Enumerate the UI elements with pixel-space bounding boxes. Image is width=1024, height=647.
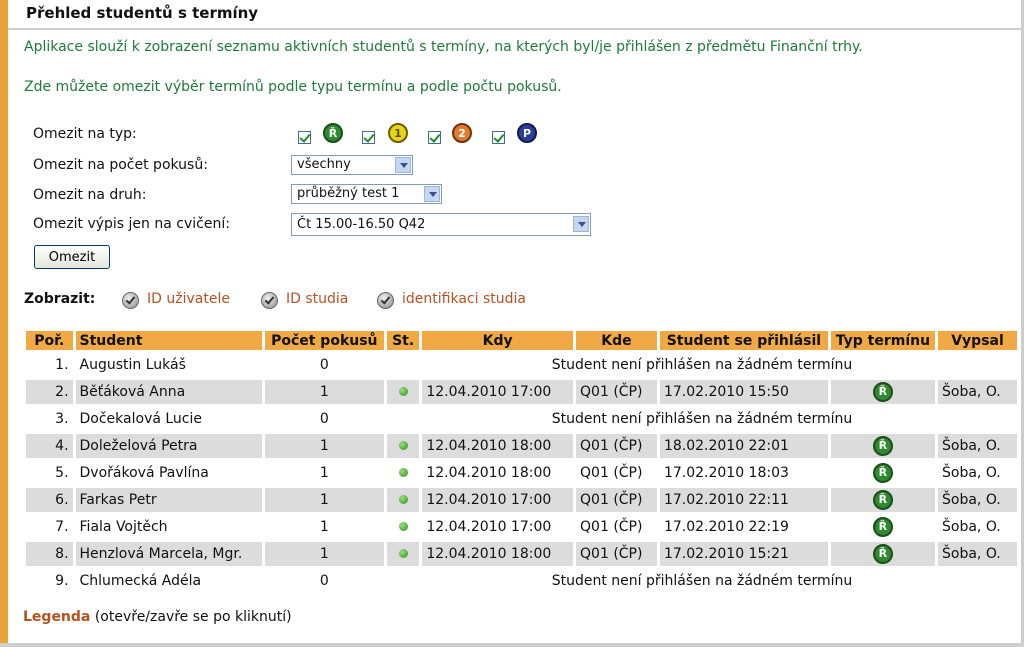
status-dot-icon — [399, 495, 408, 504]
status-cell — [387, 461, 419, 485]
student-name-link[interactable]: Chlumecká Adéla — [76, 569, 262, 593]
type-filter-label: Omezit na typ: — [33, 126, 137, 142]
display-option-user-id[interactable]: ID uživatele — [147, 291, 230, 307]
term-type-r-icon: Ř — [873, 463, 893, 483]
table-row — [26, 434, 1017, 458]
row-order: 7. — [26, 515, 73, 539]
listed-by-link[interactable]: Šoba, O. — [938, 542, 1017, 566]
col-header-listed-by[interactable]: Vypsal — [938, 331, 1017, 350]
status-cell — [387, 380, 419, 404]
signup-date: 17.02.2010 22:11 — [660, 488, 828, 512]
table-row — [26, 515, 1017, 539]
page-title: Přehled studentů s termíny — [26, 4, 259, 22]
attempts-filter-label: Omezit na počet pokusů: — [33, 157, 208, 173]
row-order: 1. — [26, 353, 73, 377]
status-dot-icon — [399, 522, 408, 531]
term-room-link[interactable]: Q01 (ČP) — [576, 434, 657, 458]
listed-by-link[interactable]: Šoba, O. — [938, 515, 1017, 539]
term-date-link[interactable]: 12.04.2010 18:00 — [422, 434, 573, 458]
status-dot-icon — [399, 549, 408, 558]
title-divider — [8, 28, 1024, 30]
kind-select-value: průběžný test 1 — [297, 186, 400, 201]
attempts-select[interactable] — [291, 155, 413, 175]
kind-filter-label: Omezit na druh: — [33, 187, 147, 203]
term-type-r-icon: Ř — [873, 382, 893, 402]
bottom-border — [0, 643, 1024, 647]
type-2-checkbox[interactable] — [428, 131, 441, 144]
term-type-cell — [831, 515, 935, 539]
student-name-link[interactable]: Dočekalová Lucie — [76, 407, 262, 431]
display-option-study-identification[interactable]: identifikaci studia — [402, 291, 526, 307]
term-type-p-icon: P — [517, 123, 537, 143]
status-cell — [387, 488, 419, 512]
intro-text-2: Zde můžete omezit výběr termínů podle typu termínu a podle počtu pokusů. — [24, 79, 562, 95]
row-order: 6. — [26, 488, 73, 512]
status-dot-icon — [399, 468, 408, 477]
term-type-r-icon: Ř — [873, 544, 893, 564]
attempt-count: 0 — [265, 353, 384, 377]
col-header-where[interactable]: Kde — [576, 331, 657, 350]
table-header-row — [26, 331, 1017, 350]
student-name-link[interactable]: Farkas Petr — [76, 488, 262, 512]
chevron-down-icon[interactable] — [424, 186, 440, 202]
attempt-count: 1 — [265, 488, 384, 512]
col-header-signed-up[interactable]: Student se přihlásil — [660, 331, 828, 350]
check-icon[interactable] — [122, 292, 139, 309]
term-type-r-icon: Ř — [873, 490, 893, 510]
table-row — [26, 569, 1017, 593]
student-name-link[interactable]: Augustin Lukáš — [76, 353, 262, 377]
signup-date: 17.02.2010 22:19 — [660, 515, 828, 539]
term-room-link[interactable]: Q01 (ČP) — [576, 515, 657, 539]
seminar-select[interactable] — [291, 213, 591, 236]
row-order: 3. — [26, 407, 73, 431]
left-accent-bar — [0, 0, 8, 647]
term-type-r-icon: Ř — [873, 517, 893, 537]
col-header-status[interactable]: St. — [387, 331, 419, 350]
term-room-link[interactable]: Q01 (ČP) — [576, 488, 657, 512]
attempt-count: 1 — [265, 515, 384, 539]
col-header-term-type[interactable]: Typ termínu — [831, 331, 935, 350]
attempt-count: 1 — [265, 461, 384, 485]
no-term-message: Student není přihlášen na žádném termínu — [387, 569, 1017, 593]
table-row — [26, 407, 1017, 431]
status-dot-icon — [399, 387, 408, 396]
term-type-cell — [831, 461, 935, 485]
intro-text-1: Aplikace slouží k zobrazení seznamu aktivních studentů s termíny, na kterých byl/je přihlášen z předmětu Finanční trhy. — [24, 39, 863, 55]
status-dot-icon — [399, 441, 408, 450]
term-type-cell — [831, 380, 935, 404]
col-header-when[interactable]: Kdy — [422, 331, 573, 350]
row-order: 2. — [26, 380, 73, 404]
term-room-link[interactable]: Q01 (ČP) — [576, 380, 657, 404]
seminar-filter-label: Omezit výpis jen na cvičení: — [33, 216, 230, 232]
legend-toggle-link[interactable]: Legenda — [23, 609, 91, 625]
status-cell — [387, 434, 419, 458]
term-date-link[interactable]: 12.04.2010 17:00 — [422, 515, 573, 539]
signup-date: 17.02.2010 18:03 — [660, 461, 828, 485]
col-header-student[interactable]: Student — [76, 331, 262, 350]
status-cell — [387, 542, 419, 566]
student-name-link[interactable]: Henzlová Marcela, Mgr. — [76, 542, 262, 566]
table-row — [26, 353, 1017, 377]
term-room-link[interactable]: Q01 (ČP) — [576, 461, 657, 485]
term-type-r-icon: Ř — [323, 123, 343, 143]
attempt-count: 0 — [265, 407, 384, 431]
listed-by-link[interactable]: Šoba, O. — [938, 434, 1017, 458]
table-row — [26, 461, 1017, 485]
col-header-attempts[interactable]: Počet pokusů — [265, 331, 384, 350]
table-row — [26, 488, 1017, 512]
listed-by-link[interactable]: Šoba, O. — [938, 380, 1017, 404]
listed-by-link[interactable]: Šoba, O. — [938, 488, 1017, 512]
signup-date: 18.02.2010 22:01 — [660, 434, 828, 458]
attempt-count: 0 — [265, 569, 384, 593]
row-order: 5. — [26, 461, 73, 485]
term-date-link[interactable]: 12.04.2010 17:00 — [422, 488, 573, 512]
attempt-count: 1 — [265, 542, 384, 566]
type-1-checkbox[interactable] — [362, 131, 375, 144]
term-date-link[interactable]: 12.04.2010 18:00 — [422, 461, 573, 485]
term-room-link[interactable]: Q01 (ČP) — [576, 542, 657, 566]
student-name-link[interactable]: Fiala Vojtěch — [76, 515, 262, 539]
col-header-order[interactable]: Poř. — [26, 331, 73, 350]
row-order: 9. — [26, 569, 73, 593]
signup-date: 17.02.2010 15:21 — [660, 542, 828, 566]
listed-by-link[interactable]: Šoba, O. — [938, 461, 1017, 485]
term-type-cell — [831, 542, 935, 566]
check-icon[interactable] — [377, 292, 394, 309]
omezit-button[interactable]: Omezit — [34, 245, 110, 269]
legend-line — [23, 609, 292, 625]
term-date-link[interactable]: 12.04.2010 17:00 — [422, 380, 573, 404]
kind-select[interactable] — [291, 184, 442, 204]
display-label: Zobrazit: — [24, 291, 96, 307]
attempts-select-value: všechny — [297, 157, 351, 172]
table-row — [26, 542, 1017, 566]
attempt-count: 1 — [265, 380, 384, 404]
term-type-r-icon: Ř — [873, 436, 893, 456]
chevron-down-icon[interactable] — [395, 157, 411, 173]
no-term-message: Student není přihlášen na žádném termínu — [387, 407, 1017, 431]
status-cell — [387, 515, 419, 539]
no-term-message: Student není přihlášen na žádném termínu — [387, 353, 1017, 377]
legend-note: (otevře/zavře se po kliknutí) — [94, 609, 292, 625]
term-type-cell — [831, 488, 935, 512]
term-date-link[interactable]: 12.04.2010 18:00 — [422, 542, 573, 566]
term-type-1-icon: 1 — [388, 123, 408, 143]
term-type-2-icon: 2 — [452, 123, 472, 143]
check-icon[interactable] — [261, 292, 278, 309]
students-table — [23, 328, 1020, 596]
student-name-link[interactable]: Doleželová Petra — [76, 434, 262, 458]
student-name-link[interactable]: Dvořáková Pavlína — [76, 461, 262, 485]
chevron-down-icon[interactable] — [573, 216, 589, 232]
signup-date: 17.02.2010 15:50 — [660, 380, 828, 404]
row-order: 8. — [26, 542, 73, 566]
student-name-link[interactable]: Běťáková Anna — [76, 380, 262, 404]
attempt-count: 1 — [265, 434, 384, 458]
display-option-study-id[interactable]: ID studia — [286, 291, 349, 307]
seminar-select-value: Čt 15.00-16.50 Q42 — [297, 217, 426, 232]
type-p-checkbox[interactable] — [492, 131, 505, 144]
table-row — [26, 380, 1017, 404]
term-type-cell — [831, 434, 935, 458]
type-r-checkbox[interactable] — [298, 131, 311, 144]
row-order: 4. — [26, 434, 73, 458]
